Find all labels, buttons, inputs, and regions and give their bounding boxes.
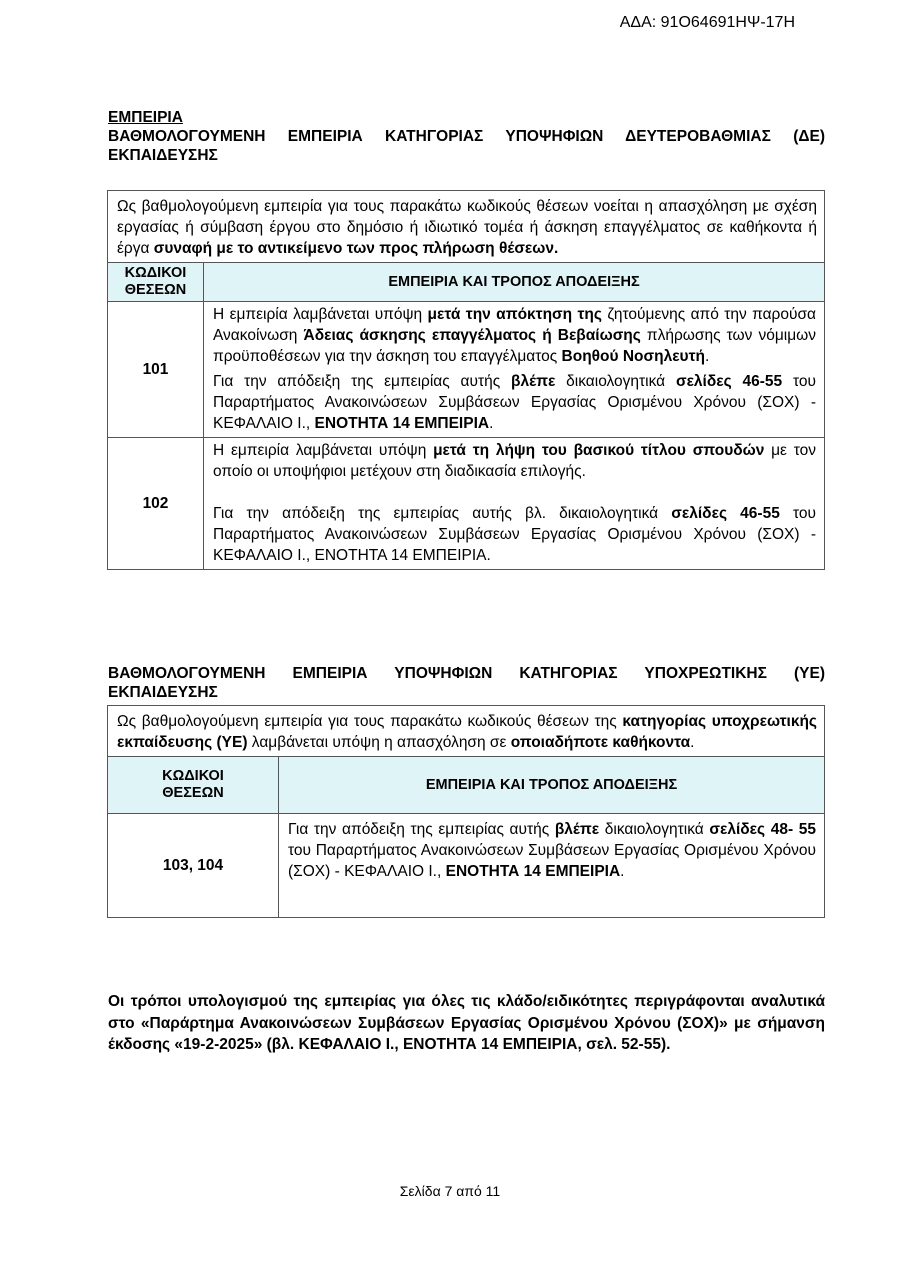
- section2-intro: [108, 706, 825, 757]
- section1-heading-block: [108, 108, 825, 165]
- table-row: [108, 302, 825, 438]
- text: Η εμπειρία λαμβάνεται υπόψη: [213, 442, 434, 459]
- text: του Παραρτήματος Ανακοινώσεων Συμβάσεων Εργασίας Ορισμένου Χρόνου (ΣΟΧ) - ΚΕΦΑΛΑΙΟ Ι., ΕΝΟΤΗΤΑ 14 ΕΜΠΕΙΡΙΑ.: [213, 505, 816, 564]
- intro-emphasis: συναφή με το αντικείμενο των προς πλήρωση θέσεων.: [153, 240, 559, 257]
- section1-subheading: ΒΑΘΜΟΛΟΓΟΥΜΕΝΗ ΕΜΠΕΙΡΙΑ ΚΑΤΗΓΟΡΙΑΣ ΥΠΟΨΗΦΙΩΝ ΔΕΥΤΕΡΟΒΑΘΜΙΑΣ (ΔΕ) ΕΚΠΑΙΔΕΥΣΗΣ: [108, 128, 825, 164]
- text: ζητούμενης από την παρούσα Ανακοίνωση: [213, 306, 816, 344]
- text-bold: μετά την απόκτηση της: [427, 306, 602, 323]
- text-bold: βλέπε: [554, 821, 600, 838]
- text: πλήρωσης των νόμιμων προϋποθέσεων για την άσκηση του επαγγέλματος: [213, 327, 817, 365]
- text-bold: βλέπε: [511, 373, 556, 390]
- section2-heading: ΒΑΘΜΟΛΟΓΟΥΜΕΝΗ ΕΜΠΕΙΡΙΑ ΥΠΟΨΗΦΙΩΝ ΚΑΤΗΓΟΡΙΑΣ ΥΠΟΧΡΕΩΤΙΚΗΣ (ΥΕ) ΕΚΠΑΙΔΕΥΣΗΣ: [108, 665, 825, 701]
- text: με τον οποίο οι υποψήφιοι μετέχουν στη διαδικασία επιλογής.: [213, 442, 816, 480]
- row-description: [204, 438, 825, 570]
- text: του Παραρτήματος Ανακοινώσεων Συμβάσεων Εργασίας Ορισμένου Χρόνου (ΣΟΧ) - ΚΕΦΑΛΑΙΟ Ι.,: [288, 842, 816, 880]
- section1-heading: ΕΜΠΕΙΡΙΑ: [108, 109, 183, 126]
- section1-table: [107, 190, 825, 570]
- text: Για την απόδειξη της εμπειρίας αυτής βλ. δικαιολογητικά: [213, 505, 672, 522]
- text: Η εμπειρία λαμβάνεται υπόψη: [213, 306, 428, 323]
- page-number: Σελίδα 7 από 11: [399, 1183, 501, 1199]
- text: .: [489, 415, 494, 432]
- col-header-experience: ΕΜΠΕΙΡΙΑ ΚΑΙ ΤΡΟΠΟΣ ΑΠΟΔΕΙΞΗΣ: [204, 263, 825, 302]
- text-bold: Βοηθού Νοσηλευτή: [561, 348, 705, 365]
- row-code: 103, 104: [108, 814, 279, 918]
- intro-text: Ως βαθμολογούμενη εμπειρία για τους παρακάτω κωδικούς θέσεων νοείται η απασχόληση με σχέση εργασίας ή σύμβαση έργου στο δημόσιο ή ιδιωτικό τομέα ή άσκηση επαγγέλματος σε καθήκοντα ή έργα: [117, 198, 817, 257]
- table-row: [108, 438, 825, 570]
- text: δικαιολογητικά: [599, 821, 710, 838]
- text: .: [620, 863, 625, 880]
- section2-table: [107, 705, 825, 918]
- text-bold: κατηγορίας υποχρεωτικής εκπαίδευσης (ΥΕ): [117, 713, 817, 751]
- text: του Παραρτήματος Ανακοινώσεων Συμβάσεων Εργασίας Ορισμένου Χρόνου (ΣΟΧ) - ΚΕΦΑΛΑΙΟ Ι.,: [213, 373, 816, 432]
- text-bold: μετά τη λήψη του βασικού τίτλου σπουδών: [433, 442, 765, 459]
- text: Για την απόδειξη της εμπειρίας αυτής: [288, 821, 555, 838]
- text-bold: σελίδες 46-55: [671, 505, 780, 522]
- text: δικαιολογητικά: [555, 373, 676, 390]
- ada-number: ΑΔΑ: 91Ο64691ΗΨ-17Η: [619, 14, 795, 31]
- row-code: 101: [108, 302, 204, 438]
- text-bold: σελίδες 48- 55: [709, 821, 816, 838]
- text-bold: ΕΝΟΤΗΤΑ 14 ΕΜΠΕΙΡΙΑ: [445, 863, 621, 880]
- row-description: [279, 814, 825, 918]
- col-header-experience: ΕΜΠΕΙΡΙΑ ΚΑΙ ΤΡΟΠΟΣ ΑΠΟΔΕΙΞΗΣ: [279, 757, 825, 814]
- section1-intro: [108, 191, 825, 263]
- text: Ως βαθμολογούμενη εμπειρία για τους παρακάτω κωδικούς θέσεων της: [117, 713, 623, 730]
- row-code: 102: [108, 438, 204, 570]
- col-header-codes: ΚΩΔΙΚΟΙ ΘΕΣΕΩΝ: [108, 263, 204, 302]
- text: .: [690, 734, 695, 751]
- text: .: [704, 348, 710, 365]
- table-row: [108, 814, 825, 918]
- text: λαμβάνεται υπόψη η απασχόληση σε: [247, 734, 511, 751]
- text-bold: σελίδες 46-55: [675, 373, 783, 390]
- col-header-codes: ΚΩΔΙΚΟΙ ΘΕΣΕΩΝ: [108, 757, 279, 814]
- text-bold: ΕΝΟΤΗΤΑ 14 ΕΜΠΕΙΡΙΑ: [314, 415, 490, 432]
- closing-paragraph: Οι τρόποι υπολογισμού της εμπειρίας για όλες τις κλάδο/ειδικότητες περιγράφονται αναλυτικά στο «Παράρτημα Ανακοινώσεων Συμβάσεων Εργασίας Ορισμένου Χρόνου (ΣΟΧ)» με σήμανση έκδοσης «19-2-2025» (βλ. ΚΕΦΑΛΑΙΟ Ι., ΕΝΟΤΗΤΑ 14 ΕΜΠΕΙΡΙΑ, σελ. 52-55).: [108, 993, 825, 1053]
- text-bold: οποιαδήποτε καθήκοντα: [510, 734, 691, 751]
- row-description: [204, 302, 825, 438]
- text-bold: Άδειας άσκησης επαγγέλματος ή Βεβαίωσης: [303, 327, 641, 344]
- text: Για την απόδειξη της εμπειρίας αυτής: [213, 373, 512, 390]
